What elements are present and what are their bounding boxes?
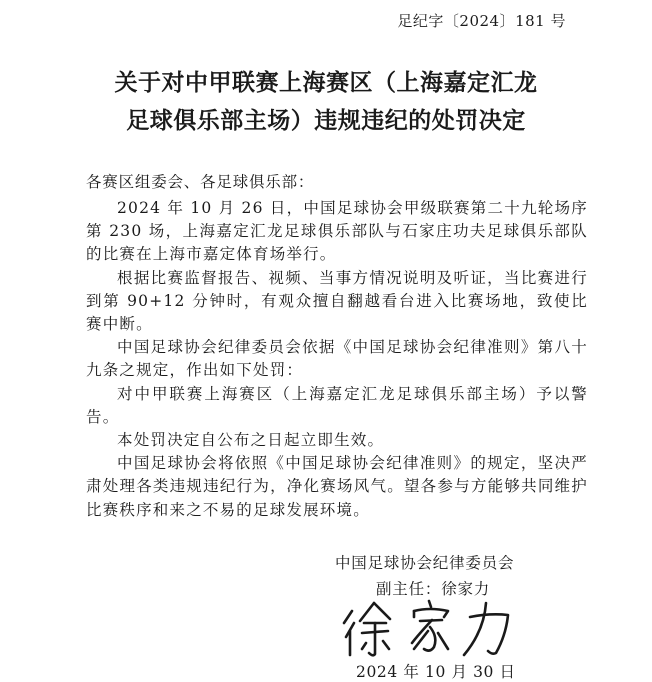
signer-title: 副主任：徐家力 [376,580,491,598]
paragraph-effective: 本处罚决定自公布之日起立即生效。 [117,431,385,450]
paragraph-closing: 中国足球协会将依照《中国足球协会纪律准则》的规定，坚决严肃处理各类违规违纪行为，净化赛场风气。望各参与方能够共同维护比赛秩序和来之不易的足球发展环境。 [86,454,588,519]
salutation: 各赛区组委会、各足球俱乐部： [86,173,315,191]
paragraph-incident: 根据比赛监督报告、视频、当事方情况说明及听证，当比赛进行到第 90+12 分钟时，有观众擅自翻越看台进入比赛场地，致使比赛中断。 [86,268,588,334]
handwritten-signature [338,597,538,659]
title-line-2: 足球俱乐部主场）违规违纪的处罚决定 [126,108,526,134]
title-line-1: 关于对中甲联赛上海赛区（上海嘉定汇龙 [114,70,538,96]
document-body [86,197,588,522]
signing-date: 2024 年 10 月 30 日 [356,663,516,681]
paragraph-penalty: 对中甲联赛上海赛区（上海嘉定汇龙足球俱乐部主场）予以警告。 [86,384,588,426]
document-title [0,64,652,140]
paragraph-match-info: 2024 年 10 月 26 日，中国足球协会甲级联赛第二十九轮场序第 230 场，上海嘉定汇龙足球俱乐部队与石家庄功夫足球俱乐部队的比赛在上海市嘉定体育场举行。 [86,199,588,264]
paragraph-legal-basis: 中国足球协会纪律委员会依据《中国足球协会纪律准则》第八十九条之规定，作出如下处罚： [86,338,588,380]
document-number: 足纪字〔2024〕181 号 [397,12,566,30]
signing-organization: 中国足球协会纪律委员会 [335,554,515,572]
